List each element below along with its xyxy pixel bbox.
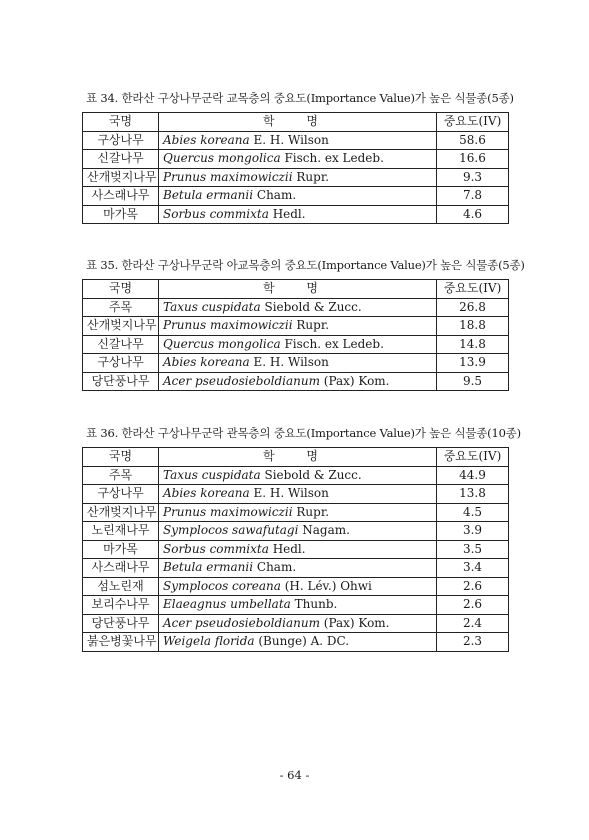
species-name: Quercus mongolica	[163, 336, 281, 351]
scientific-name-cell	[159, 317, 437, 336]
author-name: Cham.	[256, 188, 297, 203]
importance-value-cell: 3.4	[437, 559, 509, 578]
korean-name-cell: 사스래나무	[83, 187, 159, 206]
species-name: Abies koreana	[163, 486, 250, 501]
species-name: Taxus cuspidata	[163, 299, 261, 314]
korean-name-cell: 마가목	[83, 540, 159, 559]
author-name: Thunb.	[294, 597, 338, 612]
species-name: Betula ermanii	[163, 188, 254, 203]
header-korean-name: 국명	[83, 113, 159, 132]
table-header-row	[83, 113, 509, 132]
author-name: Fisch. ex Ledeb.	[284, 336, 384, 351]
scientific-name-cell	[159, 335, 437, 354]
header-korean-name: 국명	[83, 448, 159, 467]
korean-name-cell: 당단풍나무	[83, 372, 159, 391]
author-name: Siebold & Zucc.	[264, 299, 362, 314]
importance-value-cell: 3.5	[437, 540, 509, 559]
author-name: (Bunge) A. DC.	[258, 634, 350, 649]
scientific-name-cell	[159, 205, 437, 224]
author-name: Nagam.	[302, 523, 350, 538]
scientific-name-cell	[159, 577, 437, 596]
author-name: E. H. Wilson	[253, 486, 329, 501]
korean-name-cell: 보리수나무	[83, 596, 159, 615]
importance-value-cell: 9.5	[437, 372, 509, 391]
table-36-caption: 표 36. 한라산 구상나무군락 관목층의 중요도(Importance Value)가 높은 식물종(10종)	[86, 426, 521, 440]
scientific-name-cell	[159, 354, 437, 373]
author-name: E. H. Wilson	[253, 355, 329, 370]
importance-value-cell: 2.3	[437, 633, 509, 652]
scientific-name-cell	[159, 150, 437, 169]
table-header-row	[83, 448, 509, 467]
korean-name-cell: 신갈나무	[83, 150, 159, 169]
header-scientific-name: 학 명	[159, 280, 437, 299]
table-row	[83, 614, 509, 633]
species-name: Prunus maximowiczii	[163, 504, 293, 519]
table-row	[83, 131, 509, 150]
scientific-name-cell	[159, 614, 437, 633]
table-row	[83, 577, 509, 596]
species-name: Sorbus commixta	[163, 541, 269, 556]
species-name: Prunus maximowiczii	[163, 169, 293, 184]
author-name: Hedl.	[272, 541, 306, 556]
table-row	[83, 187, 509, 206]
importance-value-cell: 13.8	[437, 485, 509, 504]
korean-name-cell: 신갈나무	[83, 335, 159, 354]
importance-value-cell: 2.4	[437, 614, 509, 633]
korean-name-cell: 마가목	[83, 205, 159, 224]
korean-name-cell: 붉은병꽃나무	[83, 633, 159, 652]
scientific-name-cell	[159, 522, 437, 541]
table-row	[83, 540, 509, 559]
species-name: Acer pseudosieboldianum	[163, 373, 320, 388]
table-row	[83, 372, 509, 391]
table-row	[83, 522, 509, 541]
header-korean-name: 국명	[83, 280, 159, 299]
author-name: Rupr.	[296, 318, 330, 333]
author-name: E. H. Wilson	[253, 132, 329, 147]
author-name: (Pax) Kom.	[323, 615, 390, 630]
scientific-name-cell	[159, 131, 437, 150]
table-36	[82, 447, 509, 652]
table-row	[83, 503, 509, 522]
species-name: Sorbus commixta	[163, 206, 269, 221]
importance-value-cell: 14.8	[437, 335, 509, 354]
scientific-name-cell	[159, 559, 437, 578]
importance-value-cell: 13.9	[437, 354, 509, 373]
scientific-name-cell	[159, 596, 437, 615]
importance-value-cell: 18.8	[437, 317, 509, 336]
author-name: Fisch. ex Ledeb.	[284, 151, 384, 166]
species-name: Betula ermanii	[163, 560, 254, 575]
page-number: - 64 -	[279, 768, 310, 782]
table-header-row	[83, 280, 509, 299]
scientific-name-cell	[159, 187, 437, 206]
importance-value-cell: 9.3	[437, 168, 509, 187]
author-name: Rupr.	[296, 169, 330, 184]
korean-name-cell: 사스래나무	[83, 559, 159, 578]
importance-value-cell: 4.6	[437, 205, 509, 224]
header-scientific-name: 학 명	[159, 113, 437, 132]
korean-name-cell: 당단풍나무	[83, 614, 159, 633]
korean-name-cell: 주목	[83, 466, 159, 485]
author-name: Siebold & Zucc.	[264, 467, 362, 482]
korean-name-cell: 주목	[83, 298, 159, 317]
korean-name-cell: 구상나무	[83, 485, 159, 504]
korean-name-cell: 산개벚지나무	[83, 168, 159, 187]
table-35-caption: 표 35. 한라산 구상나무군락 아교목층의 중요도(Importance Value)가 높은 식물종(5종)	[86, 258, 525, 272]
scientific-name-cell	[159, 633, 437, 652]
author-name: Hedl.	[272, 206, 306, 221]
table-34	[82, 112, 509, 224]
author-name: (H. Lév.) Ohwi	[284, 578, 372, 593]
header-importance-value: 중요도(IV)	[437, 280, 509, 299]
korean-name-cell: 산개벚지나무	[83, 503, 159, 522]
table-row	[83, 317, 509, 336]
species-name: Symplocos coreana	[163, 578, 281, 593]
species-name: Quercus mongolica	[163, 151, 281, 166]
author-name: (Pax) Kom.	[323, 373, 390, 388]
table-row	[83, 150, 509, 169]
scientific-name-cell	[159, 168, 437, 187]
korean-name-cell: 구상나무	[83, 131, 159, 150]
species-name: Weigela florida	[163, 634, 255, 649]
table-row	[83, 485, 509, 504]
table-row	[83, 298, 509, 317]
species-name: Symplocos sawafutagi	[163, 523, 299, 538]
species-name: Elaeagnus umbellata	[163, 597, 291, 612]
importance-value-cell: 2.6	[437, 577, 509, 596]
table-row	[83, 168, 509, 187]
species-name: Taxus cuspidata	[163, 467, 261, 482]
table-row	[83, 335, 509, 354]
scientific-name-cell	[159, 466, 437, 485]
species-name: Acer pseudosieboldianum	[163, 615, 320, 630]
korean-name-cell: 구상나무	[83, 354, 159, 373]
scientific-name-cell	[159, 540, 437, 559]
species-name: Prunus maximowiczii	[163, 318, 293, 333]
scientific-name-cell	[159, 485, 437, 504]
scientific-name-cell	[159, 503, 437, 522]
table-34-caption: 표 34. 한라산 구상나무군락 교목층의 중요도(Importance Value)가 높은 식물종(5종)	[86, 91, 514, 105]
header-importance-value: 중요도(IV)	[437, 448, 509, 467]
table-row	[83, 205, 509, 224]
table-35	[82, 279, 509, 391]
importance-value-cell: 58.6	[437, 131, 509, 150]
importance-value-cell: 44.9	[437, 466, 509, 485]
importance-value-cell: 16.6	[437, 150, 509, 169]
table-row	[83, 354, 509, 373]
table-row	[83, 596, 509, 615]
table-row	[83, 466, 509, 485]
header-scientific-name: 학 명	[159, 448, 437, 467]
importance-value-cell: 4.5	[437, 503, 509, 522]
importance-value-cell: 7.8	[437, 187, 509, 206]
table-row	[83, 559, 509, 578]
header-importance-value: 중요도(IV)	[437, 113, 509, 132]
species-name: Abies koreana	[163, 132, 250, 147]
scientific-name-cell	[159, 298, 437, 317]
korean-name-cell: 산개벚지나무	[83, 317, 159, 336]
author-name: Cham.	[256, 560, 297, 575]
table-row	[83, 633, 509, 652]
korean-name-cell: 노린재나무	[83, 522, 159, 541]
importance-value-cell: 2.6	[437, 596, 509, 615]
species-name: Abies koreana	[163, 355, 250, 370]
importance-value-cell: 26.8	[437, 298, 509, 317]
scientific-name-cell	[159, 372, 437, 391]
importance-value-cell: 3.9	[437, 522, 509, 541]
korean-name-cell: 섬노린재	[83, 577, 159, 596]
author-name: Rupr.	[296, 504, 330, 519]
